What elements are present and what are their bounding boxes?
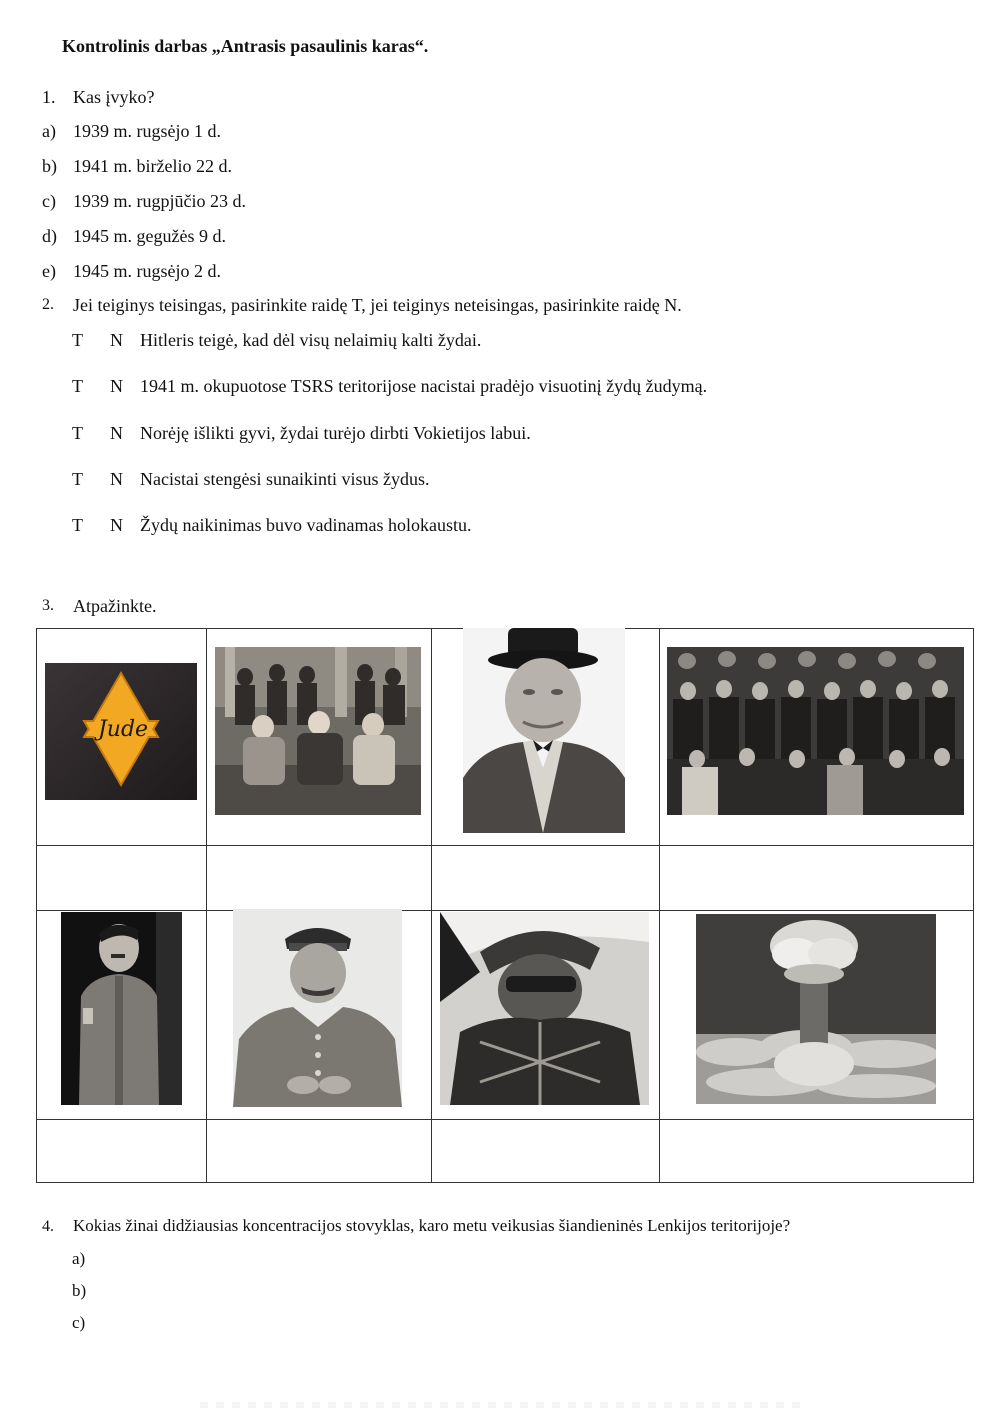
option-letter: c)	[42, 191, 56, 211]
hitler-portrait-photo	[61, 912, 182, 1105]
option-text: 1945 m. gegužės 9 d.	[73, 226, 226, 246]
question-number: 2.	[42, 296, 54, 313]
option-letter: a)	[42, 121, 56, 141]
false-choice[interactable]: N	[110, 469, 123, 489]
question-number: 1.	[42, 87, 56, 107]
stalin-portrait-photo	[233, 909, 402, 1107]
statement-text: Norėję išlikti gyvi, žydai turėjo dirbti Vokietijos labui.	[140, 423, 531, 443]
statement-text: Hitleris teigė, kad dėl visų nelaimių kalti žydai.	[140, 330, 482, 350]
answer-cell[interactable]	[38, 1120, 205, 1182]
star-text: Jude	[97, 717, 149, 742]
option-letter: d)	[42, 226, 57, 246]
statement-text: Nacistai stengėsi sunaikinti visus žydus.	[140, 469, 430, 489]
false-choice[interactable]: N	[110, 423, 123, 443]
answer-line[interactable]: b)	[72, 1281, 87, 1300]
true-choice[interactable]: T	[72, 469, 83, 489]
false-choice[interactable]: N	[110, 330, 123, 350]
statement-text: Žydų naikinimas buvo vadinamas holokaustu.	[140, 515, 472, 535]
page-title: Kontrolinis darbas „Antrasis pasaulinis karas“.	[62, 36, 429, 56]
answer-line[interactable]: c)	[72, 1313, 86, 1332]
option-text: 1945 m. rugsėjo 2 d.	[73, 261, 221, 281]
answer-cell[interactable]	[432, 1120, 658, 1182]
churchill-portrait-photo	[463, 628, 625, 833]
answer-cell[interactable]	[38, 846, 205, 909]
question-text: Kokias žinai didžiausias koncentracijos stovyklas, karo metu veikusias šiandieninės Lenkijos teritorijoje?	[73, 1216, 791, 1235]
question-text: Kas įvyko?	[73, 87, 155, 107]
question-number: 4.	[42, 1218, 54, 1235]
answer-cell[interactable]	[207, 1120, 430, 1182]
true-choice[interactable]: T	[72, 423, 83, 443]
answer-cell[interactable]	[432, 846, 658, 909]
option-text: 1941 m. birželio 22 d.	[73, 156, 232, 176]
true-choice[interactable]: T	[72, 330, 83, 350]
option-letter: b)	[42, 156, 57, 176]
true-choice[interactable]: T	[72, 515, 83, 535]
answer-cell[interactable]	[660, 846, 973, 909]
question-text: Atpažinkte.	[73, 596, 157, 616]
yellow-star-badge-image	[45, 663, 197, 800]
true-choice[interactable]: T	[72, 376, 83, 396]
option-letter: e)	[42, 261, 56, 281]
yalta-conference-photo	[215, 647, 421, 815]
row-divider	[37, 910, 973, 911]
atomic-bomb-cloud-photo	[696, 914, 936, 1104]
question-number: 3.	[42, 597, 54, 614]
answer-cell[interactable]	[207, 846, 430, 909]
answer-cell[interactable]	[660, 1120, 973, 1182]
statement-text: 1941 m. okupuotose TSRS teritorijose nacistai pradėjo visuotinį žydų žudymą.	[140, 376, 708, 396]
false-choice[interactable]: N	[110, 515, 123, 535]
option-text: 1939 m. rugpjūčio 23 d.	[73, 191, 246, 211]
option-text: 1939 m. rugsėjo 1 d.	[73, 121, 221, 141]
kamikaze-pilot-photo	[440, 912, 649, 1105]
answer-line[interactable]: a)	[72, 1249, 86, 1268]
scan-artifact	[200, 1402, 800, 1408]
false-choice[interactable]: N	[110, 376, 123, 396]
nuremberg-trials-photo	[667, 647, 964, 815]
question-text: Jei teiginys teisingas, pasirinkite raidę T, jei teiginys neteisingas, pasirinkite raidę N.	[73, 295, 682, 315]
